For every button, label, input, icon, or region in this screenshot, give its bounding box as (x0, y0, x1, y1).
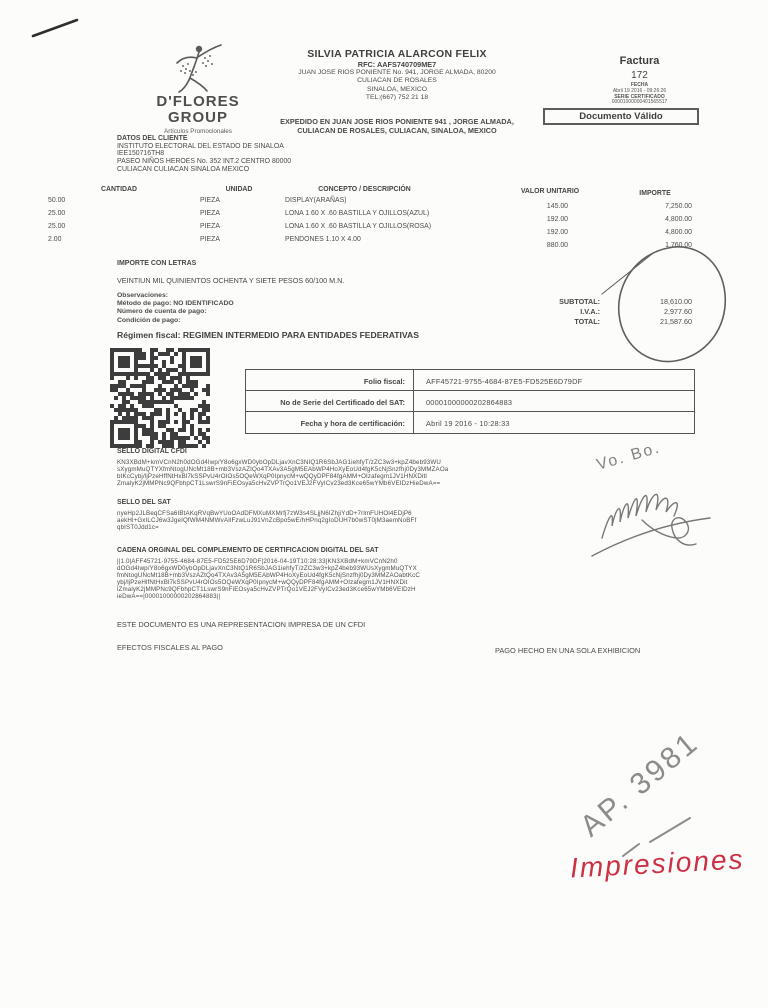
impresiones-handwriting: Impresiones (569, 843, 746, 884)
issuer-address-3: SINALOA, MEXICO (366, 85, 428, 93)
fecha-certificacion-value: Abril 19 2016 - 10:28:33 (426, 419, 510, 428)
sello-cfdi-line: btKcCybj/ljPzeHffNtHxBl7kSSPvU4rOIOs5OQeWXqP0IpnycM+wQQyDPF84fgAMM+OIzafegm1JV1HNXDitl (117, 473, 427, 481)
item-amount: 1,760.00 (665, 242, 692, 249)
signature (582, 478, 722, 568)
item-amount: 4,800.00 (665, 229, 692, 236)
certificado-sat-row (246, 391, 694, 412)
item-unit-price: 880.00 (546, 242, 568, 249)
cfdi-representation-note: ESTE DOCUMENTO ES UNA REPRESENTACION IMPRESA DE UN CFDI (117, 620, 366, 629)
item-quantity: 2.00 (48, 236, 62, 243)
col-header-unidad: UNIDAD (225, 186, 253, 193)
amount-in-words-block (117, 260, 344, 285)
item-description: PENDONES 1.10 X 4.00 (285, 236, 361, 243)
documento-valido-stamp: Documento Válido (543, 108, 699, 125)
factura-title: Factura (619, 55, 660, 67)
item-unit: PIEZA (200, 210, 220, 217)
iva-value: 2,977.60 (664, 307, 692, 317)
sello-cfdi-line: KN3XBdM+kmVCnN2h0dOGd4Iwp/Y8o6gxWD0ybOpDLjavXnC3NIQ1R6SbJAG1iehfyT/zZC3w3+kpZ4beb93WU (117, 459, 441, 466)
issuer-phone: TEL:(667) 752 21 18 (365, 93, 429, 101)
item-row-3 (0, 223, 768, 237)
col-header-concepto: CONCEPTO / DESCRIPCIÓN (318, 186, 411, 193)
company-logo (148, 42, 248, 135)
client-block (117, 135, 291, 174)
certificado-sat-label: No de Serie del Certificado del SAT: (246, 391, 414, 411)
factura-number: 172 (631, 70, 648, 81)
folio-fiscal-value: AFF45721-9755-4684-87E5-FD525E6D79DF (426, 377, 583, 386)
item-description: DISPLAY(ARAÑAS) (285, 197, 347, 204)
item-unit-price: 145.00 (546, 203, 568, 210)
item-quantity: 25.00 (48, 210, 66, 217)
amount-in-words-text: VEINTIUN MIL QUINIENTOS OCHENTA Y SIETE PESOS 60/100 M.N. (117, 276, 345, 285)
cadena-line: ybj/ljPzeHlfNtHxBl7kSSPvU4rOIOs5OQeWXqP0IpnycM+wQQyDPF84fgAMM+OIzafegm1JV1HNXDit (117, 579, 408, 587)
item-row-2 (0, 210, 768, 224)
sello-sat-heading: SELLO DEL SAT (117, 499, 171, 506)
sello-sat-line: nyeHp2JLBeqCFSa6IBtAKqRVqBwYUoOAdDFMXuMXMrfj7zW3s4SLjjN6IZhjiYdD+7rlmFUHOl4EDjP6 (117, 510, 412, 517)
brand-tagline: Artículos Promocionales (164, 128, 232, 135)
condicion-pago: Condición de pago: (117, 316, 181, 324)
item-unit: PIEZA (200, 236, 220, 243)
cadena-line: ieDwA==|00001000000202864883|| (117, 593, 221, 601)
cadena-line: ||1.0|AFF45721-9755-4684-87E5-FD525E6D79DF|2016-04-19T10:28:33|KN3XBdM+kmVCnN2h0 (117, 558, 398, 565)
fecha-value: Abril 19 2016 - 09:26:26 (612, 87, 667, 94)
totals-labels (492, 297, 600, 328)
sello-sat-line: aekHl+GxILCJ6w3JgeIQfWM4NMWvAIlFzwLuJ91VnZcBpo5wE/hHPnq2gIoDUH7b0wST0jM3aemNoBFf (117, 517, 417, 525)
dancer-logo-icon (169, 42, 227, 94)
pago-exhibicion-note: PAGO HECHO EN UNA SOLA EXHIBICION (495, 646, 641, 655)
issuer-address-2: CULIACAN DE ROSALES (357, 77, 437, 85)
expedido-line1: EXPEDIDO EN JUAN JOSE RIOS PONIENTE 941 , JORGE ALMADA, (280, 117, 514, 126)
issuer-name: SILVIA PATRICIA ALARCON FELIX (307, 48, 487, 60)
serie-value: 00001000000401565517 (611, 99, 668, 106)
cadena-line: dOGd4Iwp/Y8o6gxWD0ybOpDLjavXnC3NtQ1R6SbJAG1iehfyT/zZC3w3+kpZ4beb93WUsXygmMuQTYX (117, 565, 417, 573)
sello-sat-line: qbIST0Jdd1c= (117, 524, 159, 532)
cadena-heading: CADENA ORGINAL DEL COMPLEMENTO DE CERTIFICACION DIGITAL DEL SAT (117, 547, 379, 554)
cadena-line: fmNtogUNcMt18B+mb3VszAZtQo4TXAv3A5gM5EAbWP4HoXyEoUd4fgK5cNjSnzfhj0Dy3MMZAOabtKcC (117, 572, 420, 580)
item-description: LONA 1.60 X .60 BASTILLA Y OJILLOS(AZUL) (285, 210, 430, 217)
sello-cfdi-heading: SELLO DIGITAL CFDI (117, 448, 187, 455)
sello-digital-cfdi (117, 448, 448, 487)
subtotal-value: 18,610.00 (660, 297, 692, 306)
iva-label: I.V.A.: (580, 307, 600, 317)
expedido-block (236, 117, 558, 135)
brand-name-line2: GROUP (167, 109, 228, 126)
vobo-handwriting: Vo. Bo. (594, 439, 663, 474)
issuer-address-1: JUAN JOSE RIOS PONIENTE No. 941, JORGE ALMADA, 80200 (298, 69, 496, 76)
sello-cfdi-line: sXygmMuQTYXfmNtogUNcMt18B+mb3VszAZIQo4TXAv3A5gM5EAbWP4HoXyEoUd4fgK5cNjSnzfhj0Dy3MMZAOa (117, 466, 449, 474)
observaciones-label: Observaciones: (117, 292, 168, 299)
payment-info-block (117, 292, 234, 325)
hand-drawn-circle-annotation (600, 242, 740, 367)
regimen-fiscal: Régimen fiscal: REGIMEN INTERMEDIO PARA ENTIDADES FEDERATIVAS (117, 330, 419, 340)
issuer-block (242, 48, 552, 102)
client-address: PASEO NIÑOS HEROES No. 352 INT.2 CENTRO 80000 (117, 158, 292, 166)
item-description: LONA 1.60 X .60 BASTILLA Y OJILLOS(ROSA) (285, 223, 432, 230)
col-header-importe: IMPORTE (639, 190, 671, 197)
amount-in-words-heading: IMPORTE CON LETRAS (117, 260, 197, 267)
col-header-valor-unitario: VALOR UNITARIO (520, 188, 580, 195)
folio-fiscal-table (245, 369, 695, 434)
folio-fiscal-label: Folio fiscal: (246, 370, 414, 390)
item-row-1 (0, 197, 768, 211)
efectos-fiscales-note: EFECTOS FISCALES AL PAGO (117, 643, 223, 652)
metodo-pago: Método de pago: NO IDENTIFICADO (117, 300, 234, 308)
cadena-line: lZmalyK2jMMPNc9QFbhpCT1LswrS9nFiEOsya5cHvZVPTrQo1VEJ2FVyICv23ed3Kce65wYMb6VEIDzH (117, 586, 416, 594)
client-rfc: IEE150716TH8 (117, 150, 165, 158)
qr-code (110, 348, 210, 448)
folio-fiscal-row (246, 370, 694, 391)
serie-label: SERIE CERTIFICADO (614, 93, 665, 100)
subtotal-label: SUBTOTAL: (559, 297, 600, 306)
client-city: CULIACAN CULIACAN SINALOA MEXICO (117, 165, 250, 173)
cadena-original (117, 547, 420, 601)
item-amount: 4,800.00 (665, 216, 692, 223)
fecha-label: FECHA (630, 82, 649, 88)
col-header-cantidad: CANTIDAD (101, 186, 137, 193)
cuenta-pago: Número de cuenta de pago: (117, 308, 207, 316)
fecha-certificacion-label: Fecha y hora de certificación: (246, 412, 414, 433)
client-name: INSTITUTO ELECTORAL DEL ESTADO DE SINALOA (117, 142, 284, 150)
brand-name-line1: D'FLORES (156, 93, 240, 110)
pen-stroke-mark (25, 10, 95, 45)
item-unit: PIEZA (200, 197, 220, 204)
ap-number-handwriting: AP. 3981 (574, 725, 706, 844)
item-amount: 7,250.00 (665, 203, 692, 210)
sello-cfdi-line: ZmalyK2jMMPNc9QFbhpCT1LswrS9nFiEOsya5cHvZVPTrQo1VEJ2FVyICv23ed3Kce65wYMb6VEIDzHieDwA== (117, 480, 441, 488)
item-unit-price: 192.00 (546, 216, 568, 223)
item-unit-price: 192.00 (546, 229, 568, 236)
factura-block (572, 55, 707, 106)
client-heading: DATOS DEL CLIENTE (117, 135, 188, 142)
item-quantity: 25.00 (48, 223, 66, 230)
issuer-rfc: RFC: AAFS740709ME7 (357, 60, 437, 69)
fecha-certificacion-row (246, 412, 694, 433)
total-label: TOTAL: (574, 317, 600, 327)
item-quantity: 50.00 (48, 197, 66, 204)
expedido-line2: CULIACAN DE ROSALES, CULIACAN, SINALOA, MEXICO (297, 126, 497, 135)
certificado-sat-value: 00001000000202864883 (426, 398, 513, 407)
total-value: 21,587.60 (660, 317, 692, 327)
item-unit: PIEZA (200, 223, 220, 230)
sello-del-sat (117, 499, 416, 531)
